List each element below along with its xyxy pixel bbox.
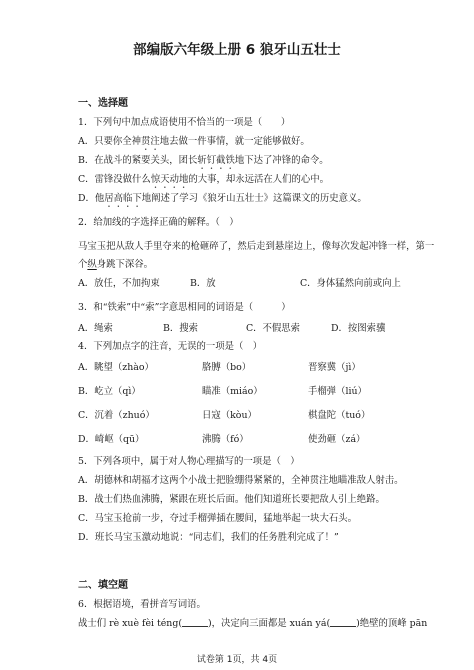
question-2-passage-line-1: 马宝玉把从敌人手里夺来的枪砸碎了，然后走到悬崖边上，像每次发起冲锋一样，第一 (78, 241, 435, 252)
question-4-option-b-2: 瞄准（miáo） (202, 386, 263, 397)
question-4-option-c-1: C．沉着（zhuó） (78, 410, 155, 421)
question-2-option-a: A．放任，不加拘束 (78, 278, 160, 289)
question-4-option-a-3: 晋察冀（jì） (308, 362, 361, 373)
question-5-option-c: C．马宝玉抢前一步，夺过手榴弹插在腰间，猛地举起一块大石头。 (78, 513, 358, 524)
question-1-option-d: D．他居高临下地阐述了学习《狼牙山五壮士》这篇课文的历史意义。 (78, 193, 367, 204)
question-3-stem: 3．和“铁索”中“索”字意思相同的词语是（ ） (78, 302, 291, 313)
question-1-option-b: B．在战斗的紧要关头，团长斩钉截铁地下达了冲锋的命令。 (78, 155, 329, 166)
question-6-line: 战士们 rè xuè fèi téng( )，决定向三面都是 xuán yá( )绝壁的顶峰 pān (78, 618, 428, 629)
answer-blank[interactable] (330, 617, 356, 627)
question-1-stem: 1．下列句中加点成语使用不恰当的一项是（ ） (78, 117, 291, 128)
question-2-option-c: C．身体猛然向前或向上 (300, 278, 401, 289)
question-1-option-c: C．雷锋没做什么惊天动地的大事，却永远活在人们的心中。 (78, 174, 329, 185)
question-4-stem: 4．下列加点字的注音，无误的一项是（ ） (78, 341, 263, 352)
question-2-stem: 2．给加线的字选择正确的解释。（ ） (78, 217, 239, 228)
question-3-option-a: A．绳索 (78, 323, 113, 334)
question-3-option-c: C．不假思索 (246, 323, 301, 334)
question-4-option-d-1: D．崎岖（qū） (78, 434, 145, 445)
question-3-option-d: D．按图索骥 (331, 323, 386, 334)
question-5-option-d: D．班长马宝玉激动地说：“同志们，我们的任务胜利完成了！” (78, 532, 339, 543)
page-footer: 试卷第 1页，共 4页 (196, 655, 278, 665)
question-5-option-b: B．战士们热血沸腾，紧跟在班长后面。他们知道班长要把敌人引上绝路。 (78, 494, 385, 505)
question-4-option-b-1: B．屹立（qì） (78, 386, 141, 397)
question-6-stem: 6．根据语境，看拼音写词语。 (78, 599, 206, 610)
question-4-option-a-2: 胳膊（bo） (202, 362, 252, 373)
question-5-option-a: A．胡德林和胡福才这两个小战士把脸绷得紧紧的，全神贯注地瞄准敌人射击。 (78, 475, 404, 486)
question-4-option-d-2: 沸腾（fó） (202, 434, 249, 445)
answer-blank[interactable] (182, 617, 208, 627)
section-heading-fill: 二、填空题 (78, 580, 128, 591)
question-4-option-a-1: A．眺望（zhào） (78, 362, 154, 373)
question-4-option-c-3: 棋盘陀（tuó） (308, 410, 371, 421)
page-title: 部编版六年级上册 6 狼牙山五壮士 (133, 42, 341, 58)
question-2-option-b: B．放 (190, 278, 216, 289)
question-4-option-c-2: 日寇（kòu） (202, 410, 257, 421)
question-5-stem: 5．下列各项中，属于对人物心理描写的一项是（ ） (78, 456, 300, 467)
question-2-passage-line-2: 个纵身跳下深谷。 (78, 259, 154, 270)
question-3-option-b: B．搜索 (163, 323, 199, 334)
question-4-option-d-3: 使劲砸（zá） (308, 434, 366, 445)
section-heading-choice: 一、选择题 (78, 98, 128, 109)
question-1-option-a: A．只要你全神贯注地去做一件事情，就一定能够做好。 (78, 136, 310, 147)
question-4-option-b-3: 手榴弹（liú） (308, 386, 367, 397)
